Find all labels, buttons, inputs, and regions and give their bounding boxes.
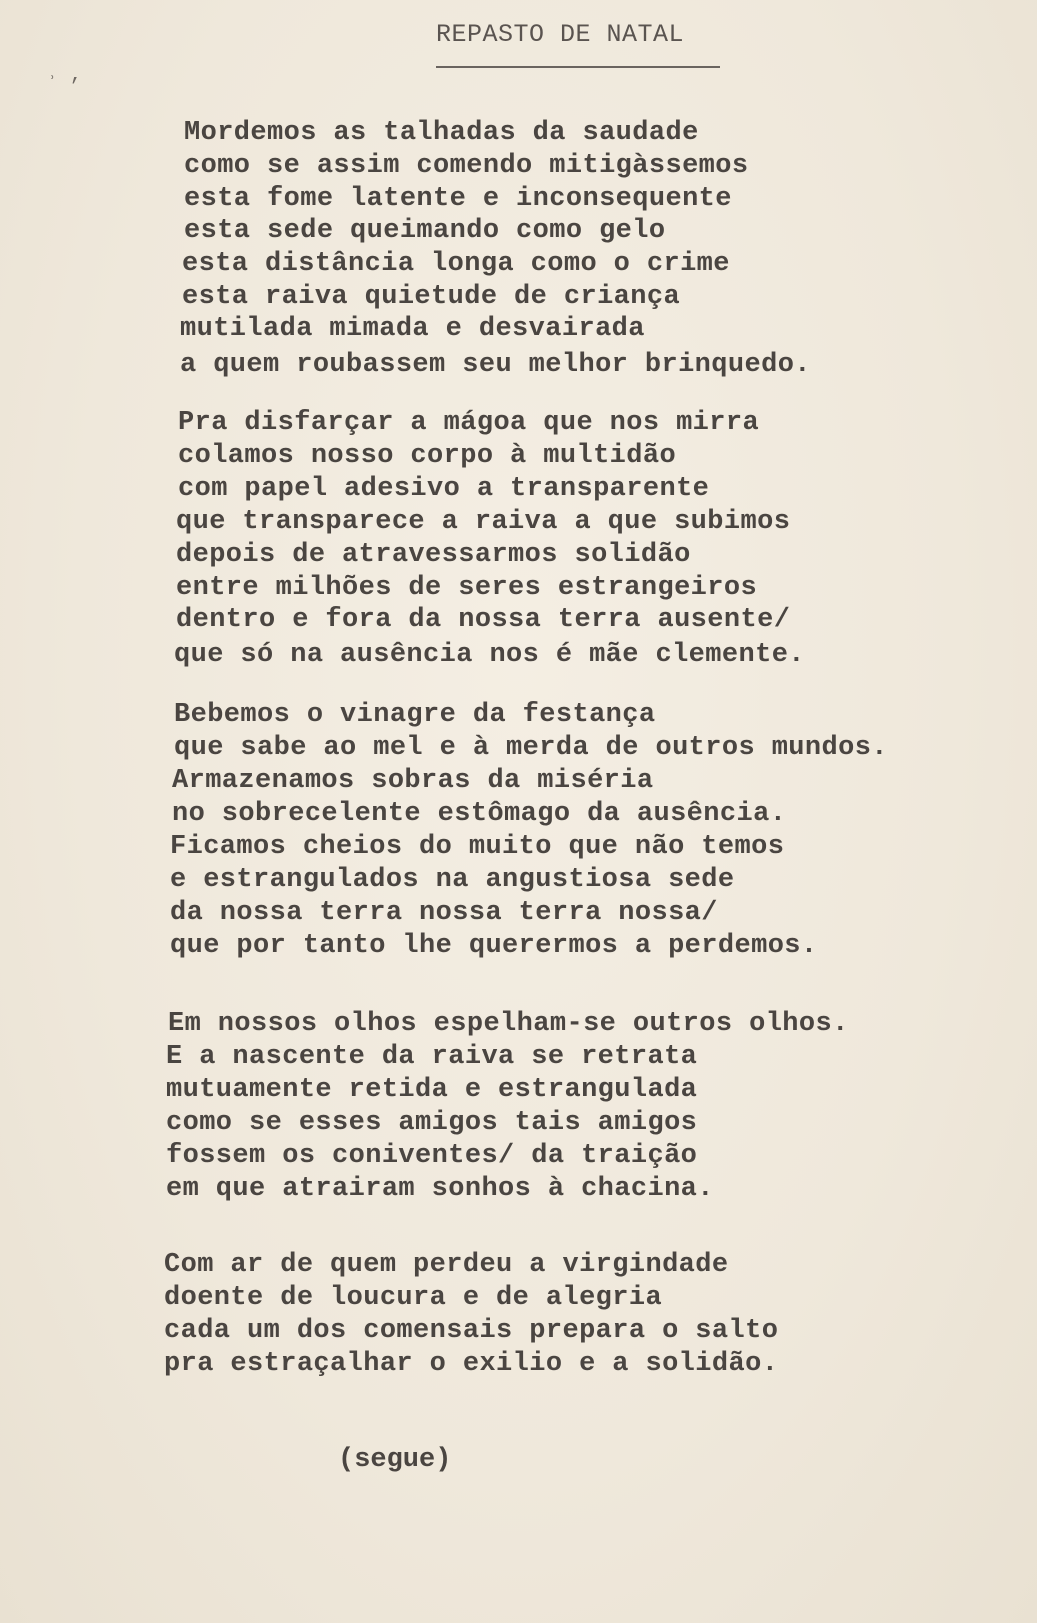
poem-line: Armazenamos sobras da miséria <box>172 766 654 796</box>
poem-line: doente de loucura e de alegria <box>164 1283 663 1313</box>
page-title: REPASTO DE NATAL <box>436 20 685 49</box>
poem-line: dentro e fora da nossa terra ausente/ <box>176 605 791 635</box>
poem-line: Mordemos as talhadas da saudade <box>184 118 699 148</box>
poem-line: Bebemos o vinagre da festança <box>174 700 656 730</box>
poem-line: em que atrairam sonhos à chacina. <box>166 1174 714 1204</box>
poem-line: esta distância longa como o crime <box>182 249 730 279</box>
poem-line: Com ar de quem perdeu a virgindade <box>164 1250 729 1280</box>
poem-line: fossem os coniventes/ da traição <box>166 1141 698 1171</box>
corner-mark: ˒ , <box>46 64 83 87</box>
poem-line: que transparece a raiva a que subimos <box>176 507 791 537</box>
poem-line: que só na ausência nos é mãe clemente. <box>174 640 805 670</box>
poem-line: esta fome latente e inconsequente <box>184 184 732 214</box>
poem-line: no sobrecelente estômago da ausência. <box>172 799 787 829</box>
poem-line: da nossa terra nossa terra nossa/ <box>170 898 718 928</box>
poem-line: a quem roubassem seu melhor brinquedo. <box>180 350 811 380</box>
poem-line: com papel adesivo a transparente <box>178 474 710 504</box>
poem-line: cada um dos comensais prepara o salto <box>164 1316 779 1346</box>
poem-line: mutuamente retida e estrangulada <box>166 1075 698 1105</box>
poem-line: como se assim comendo mitigàssemos <box>184 151 749 181</box>
poem-line: que sabe ao mel e à merda de outros mundos. <box>174 733 888 763</box>
poem-line: entre milhões de seres estrangeiros <box>176 573 758 603</box>
poem-line: mutilada mimada e desvairada <box>180 314 645 344</box>
poem-line: pra estraçalhar o exilio e a solidão. <box>164 1349 779 1379</box>
continuation-note: (segue) <box>338 1445 452 1475</box>
poem-line: esta raiva quietude de criança <box>182 282 681 312</box>
poem-line: como se esses amigos tais amigos <box>166 1108 698 1138</box>
poem-line: Ficamos cheios do muito que não temos <box>170 832 785 862</box>
poem-line: que por tanto lhe querermos a perdemos. <box>170 931 818 961</box>
poem-line: Pra disfarçar a mágoa que nos mirra <box>178 408 760 438</box>
poem-line: E a nascente da raiva se retrata <box>166 1042 698 1072</box>
poem-line: e estrangulados na angustiosa sede <box>170 865 735 895</box>
poem-line: esta sede queimando como gelo <box>184 216 666 246</box>
poem-line: colamos nosso corpo à multidão <box>178 441 677 471</box>
title-underline <box>436 66 720 68</box>
poem-line: Em nossos olhos espelham-se outros olhos. <box>168 1009 849 1039</box>
poem-line: depois de atravessarmos solidão <box>176 540 691 570</box>
